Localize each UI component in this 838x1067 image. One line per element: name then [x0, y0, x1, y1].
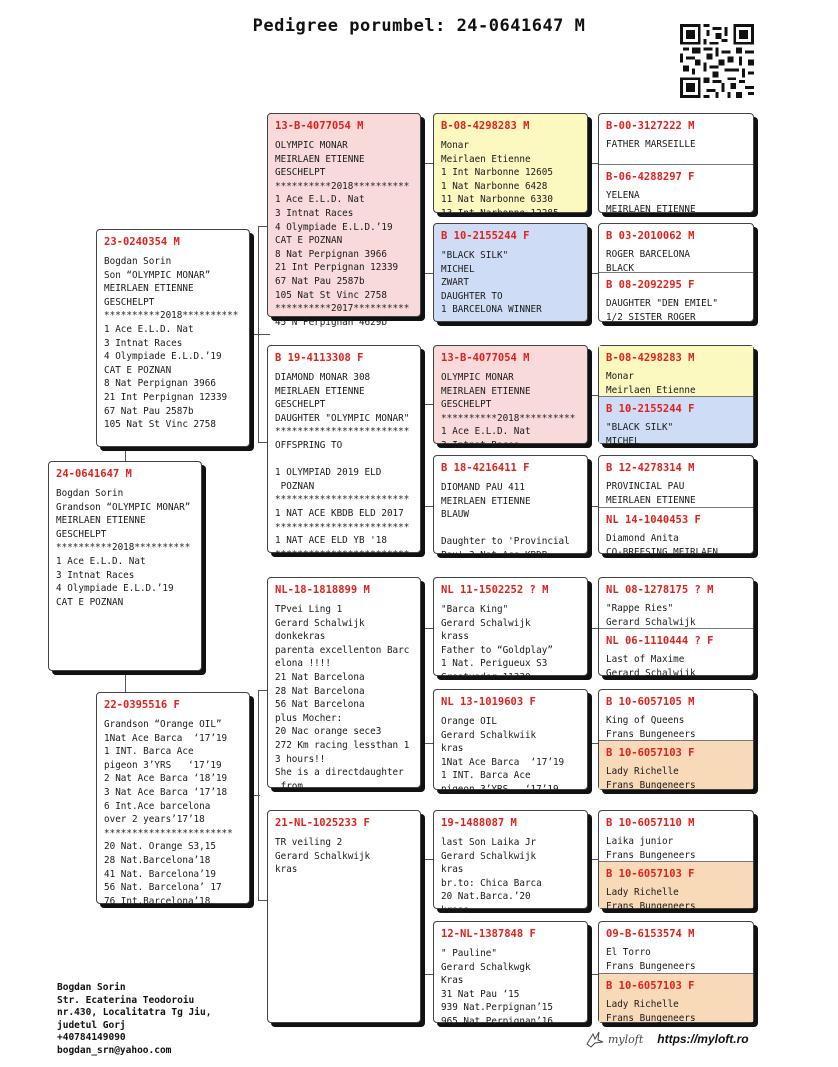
ancestor-entry: [599, 456, 753, 507]
pigeon-details: Lady Richelle Frans Bungeneers: [606, 887, 696, 912]
brand-url[interactable]: https://myloft.ro: [657, 1032, 749, 1046]
ring-number: 09-B-6153574 M: [606, 928, 695, 940]
ring-number: 12-NL-1387848 F: [441, 928, 536, 940]
ancestor-entry: [599, 272, 753, 321]
gen4-card-pair: [598, 689, 754, 790]
great-grandparent-card: [433, 810, 588, 916]
ring-number: NL 13-1019603 F: [441, 696, 536, 708]
ring-number: B 10-2155244 F: [441, 230, 530, 242]
pigeon-details: DAUGHTER "DEN EMIEL" 1/2 SISTER ROGER: [606, 298, 718, 323]
ancestor-entry: [599, 114, 753, 164]
pigeon-details: OLYMPIC MONAR MEIRLAEN ETIENNE GESCHELPT **********2018********** 1 Ace E.L.D. Nat 3 Intnat Races 4 Olympiade E.L.D.’19 CAT E POZNAN 8 Nat Perpignan 3966 21 Int Perpignan 12339 67 Nat Pau 2587b 105 Nat St Vinc 2758 **********2017********** 45 N Perpignan 4629b: [275, 140, 410, 328]
pigeon-details: YELENA MEIRLAEN ETIENNE: [606, 190, 696, 215]
ring-number: 21-NL-1025233 F: [275, 817, 370, 829]
ring-number: B 18-4216411 F: [441, 462, 530, 474]
owner-contact: [57, 982, 211, 1058]
pigeon-details: El Torro Frans Bungeneers: [606, 947, 696, 972]
pigeon-details: Last of Maxime Gerard Schalwijk: [606, 654, 696, 679]
owner-email: bogdan_srn@yahoo.com: [57, 1044, 172, 1056]
pigeon-details: DIOMAND PAU 411 MEIRLAEN ETIENNE BLAUW Daughter to 'Provincial Pau' 3 Nat Ace KBDB: [441, 482, 570, 561]
gen4-card-pair: [598, 113, 754, 213]
ring-number: B 10-6057103 F: [606, 868, 695, 880]
ring-number: NL 06-1110444 ? F: [606, 635, 714, 647]
subject-card: [48, 461, 202, 671]
ancestor-entry: [599, 973, 753, 1022]
brand-logo-text: myloft: [608, 1032, 644, 1046]
ring-number: B 19-4113308 F: [275, 352, 364, 364]
ring-number: B-00-3127222 M: [606, 120, 695, 132]
pigeon-details: Lady Richelle Frans Bungeneers: [606, 999, 696, 1024]
pigeon-details: Laika junior Frans Bungeneers: [606, 836, 696, 861]
ring-number: 13-B-4077054 M: [275, 120, 364, 132]
owner-address: Str. Ecaterina Teodoroiu: [57, 994, 195, 1006]
owner-phone: +40784149090: [57, 1032, 126, 1044]
pigeon-details: OLYMPIC MONAR MEIRLAEN ETIENNE GESCHELPT **********2018********** 1 Ace E.L.D. Nat 3 Intnat Races: [441, 372, 576, 451]
pigeon-details: ROGER BARCELONA BLACK: [606, 249, 690, 274]
gen4-card-pair: [598, 577, 754, 679]
pigeon-details: "BLACK SILK" MICHEL: [606, 422, 674, 447]
gen4-card-pair: [598, 455, 754, 558]
great-grandparent-card: [433, 113, 588, 219]
great-grandparent-card: [433, 455, 588, 561]
dam-card: [96, 692, 250, 907]
great-grandparent-card: [433, 689, 588, 795]
gen4-card-pair: [598, 921, 754, 1023]
ancestor-entry: [599, 628, 753, 679]
great-grandparent-card: [433, 577, 588, 683]
ancestor-entry: [599, 507, 753, 558]
ancestor-entry: [599, 861, 753, 912]
pigeon-logo-icon: [585, 1030, 605, 1048]
pigeon-details: Monar Meirlaen Etienne: [606, 371, 696, 396]
pigeon-details: "Rappe Ries" Gerard Schalwijk: [606, 603, 696, 628]
ring-number: B 10-2155244 F: [606, 403, 695, 415]
owner-address: nr.430, Localitatra Tg Jiu,: [57, 1007, 212, 1019]
ancestor-entry: [599, 740, 753, 789]
ring-number: NL 14-1040453 F: [606, 514, 701, 526]
ring-number: NL 08-1278175 ? M: [606, 584, 714, 596]
brand-footer: [585, 1028, 749, 1050]
owner-address: judetul Gorj: [57, 1019, 126, 1031]
ancestor-entry: [599, 224, 753, 272]
pigeon-details: PROVINCIAL PAU MEIRLAEN ETIENNE: [606, 481, 696, 506]
pigeon-details: FATHER MARSEILLE: [606, 139, 696, 150]
ring-number: 24-0641647 M: [56, 468, 132, 480]
pigeon-details: DIAMOND MONAR 308 MEIRLAEN ETIENNE GESCHELPT DAUGHTER "OLYMPIC MONAR" ************************ OFFSPRING TO 1 OLYMPIAD 2019 ELD POZNAN ************************ 1 NAT ACE KBDB ELD 2017 ************************ 1 NAT ACE ELD YB '18 ************************: [275, 372, 410, 560]
ancestor-entry: [599, 690, 753, 740]
pigeon-details: TR veiling 2 Gerard Schalkwijk kras: [275, 837, 371, 876]
ring-number: 19-1488087 M: [441, 817, 517, 829]
ancestor-entry: [599, 346, 753, 396]
ring-number: B-08-4298283 M: [606, 352, 695, 364]
ring-number: B 10-6057103 F: [606, 980, 695, 992]
gen4-card-pair: [598, 345, 754, 447]
ring-number: B-08-4298283 M: [441, 120, 530, 132]
pigeon-details: last Son Laika Jr Gerard Schalkwijk kras br.to: Chica Barca 20 Nat.Barca.’20 krass: [441, 837, 542, 916]
ring-number: 13-B-4077054 M: [441, 352, 530, 364]
ancestor-entry: [599, 922, 753, 973]
ring-number: B 10-6057110 M: [606, 817, 695, 829]
gen4-card-pair: [598, 223, 754, 322]
ring-number: B 10-6057103 F: [606, 747, 695, 759]
pigeon-details: Diamond Anita CO-BREESING MEIRLAEN: [606, 533, 718, 558]
ring-number: 22-0395516 F: [104, 699, 180, 711]
pigeon-details: "BLACK SILK" MICHEL ZWART DAUGHTER TO 1 BARCELONA WINNER: [441, 250, 542, 316]
ring-number: 23-0240354 M: [104, 236, 180, 248]
grandparent-card: [267, 810, 421, 1023]
ring-number: B 08-2092295 F: [606, 279, 695, 291]
sire-card: [96, 229, 250, 447]
pigeon-details: Bogdan Sorin Son “OLYMPIC MONAR” MEIRLAEN ETIENNE GESCHELPT **********2018********** 1 Ace E.L.D. Nat 3 Intnat Races 4 Olympiade E.L.D.’19 CAT E POZNAN 8 Nat Perpignan 3966 21 Int Perpignan 12339 67 Nat Pau 2587b 105 Nat St Vinc 2758: [104, 256, 239, 431]
ancestor-entry: [599, 578, 753, 628]
qr-code: [680, 24, 754, 98]
pigeon-details: Lady Richelle Frans Bungeneers: [606, 766, 696, 791]
great-grandparent-card: [433, 921, 588, 1027]
great-grandparent-card: [433, 223, 588, 322]
pigeon-details: " Pauline" Gerard Schalkwgk Kras 31 Nat Pau ‘15 939 Nat.Perpignan’15 965 Nat.Perpignan’16: [441, 948, 553, 1027]
ring-number: NL 11-1502252 ? M: [441, 584, 549, 596]
pigeon-details: TPvei Ling 1 Gerard Schalwijk donkekras parenta excellenton Barc elona !!!! 21 Nat Barcelona 28 Nat Barcelona 56 Nat Barcelona plus Mocher: 20 Nac orange sece3 272 Km racing lessthan 1 3 hours!! She is a directdaughter from: [275, 604, 410, 792]
page-title: Pedigree porumbel: 24-0641647 M: [252, 16, 586, 36]
grandparent-card: [267, 113, 421, 328]
pigeon-details: Bogdan Sorin Grandson “OLYMPIC MONAR” MEIRLAEN ETIENNE GESCHELPT **********2018********** 1 Ace E.L.D. Nat 3 Intnat Races 4 Olympiade E.L.D.’19 CAT E POZNAN: [56, 488, 191, 608]
gen4-card-pair: [598, 810, 754, 912]
grandparent-card: [267, 577, 421, 792]
ring-number: B 12-4278314 M: [606, 462, 695, 474]
pigeon-details: King of Queens Frans Bungeneers: [606, 715, 696, 740]
pigeon-details: "Barca King" Gerard Schalwijk krass Father to “Goldplay” 1 Nat. Perigueux S3 Grootvader 11330: [441, 604, 553, 683]
ring-number: B-06-4288297 F: [606, 171, 695, 183]
pigeon-details: Monar Meirlaen Etienne 1 Int Narbonne 12605 1 Nat Narbonne 6428 11 Nat Narbonne 6330 13 Int Narbonne 12285: [441, 140, 559, 219]
grandparent-card: [267, 345, 421, 560]
ancestor-entry: [599, 811, 753, 861]
great-grandparent-card: [433, 345, 588, 451]
ancestor-entry: [599, 396, 753, 447]
pigeon-details: Orange OIL Gerard Schalkwiik kras 1Nat Ace Barca ‘17’19 1 INT. Barca Ace pigeon 3’YRS ‘17’19: [441, 716, 565, 795]
ring-number: NL-18-1818899 M: [275, 584, 370, 596]
ancestor-entry: [599, 164, 753, 215]
ring-number: B 10-6057105 M: [606, 696, 695, 708]
owner-name: Bogdan Sorin: [57, 982, 126, 993]
pigeon-details: Grandson “Orange OIL” 1Nat Ace Barca ‘17’19 1 INT. Barca Ace pigeon 3’YRS ‘17’19 2 Nat Ace Barca ‘18’19 3 Nat Ace Barca ‘17’18 6 Int.Ace barcelona over 2 years’17’18 *********************** 20 Nat. Orange S3,15 28 Nat.Barcelona’18 41 Nat. Barcelona’19 56 Nat. Barcelona’ 17 76 Int.Barcelona’18: [104, 719, 233, 907]
ring-number: B 03-2010062 M: [606, 230, 695, 242]
